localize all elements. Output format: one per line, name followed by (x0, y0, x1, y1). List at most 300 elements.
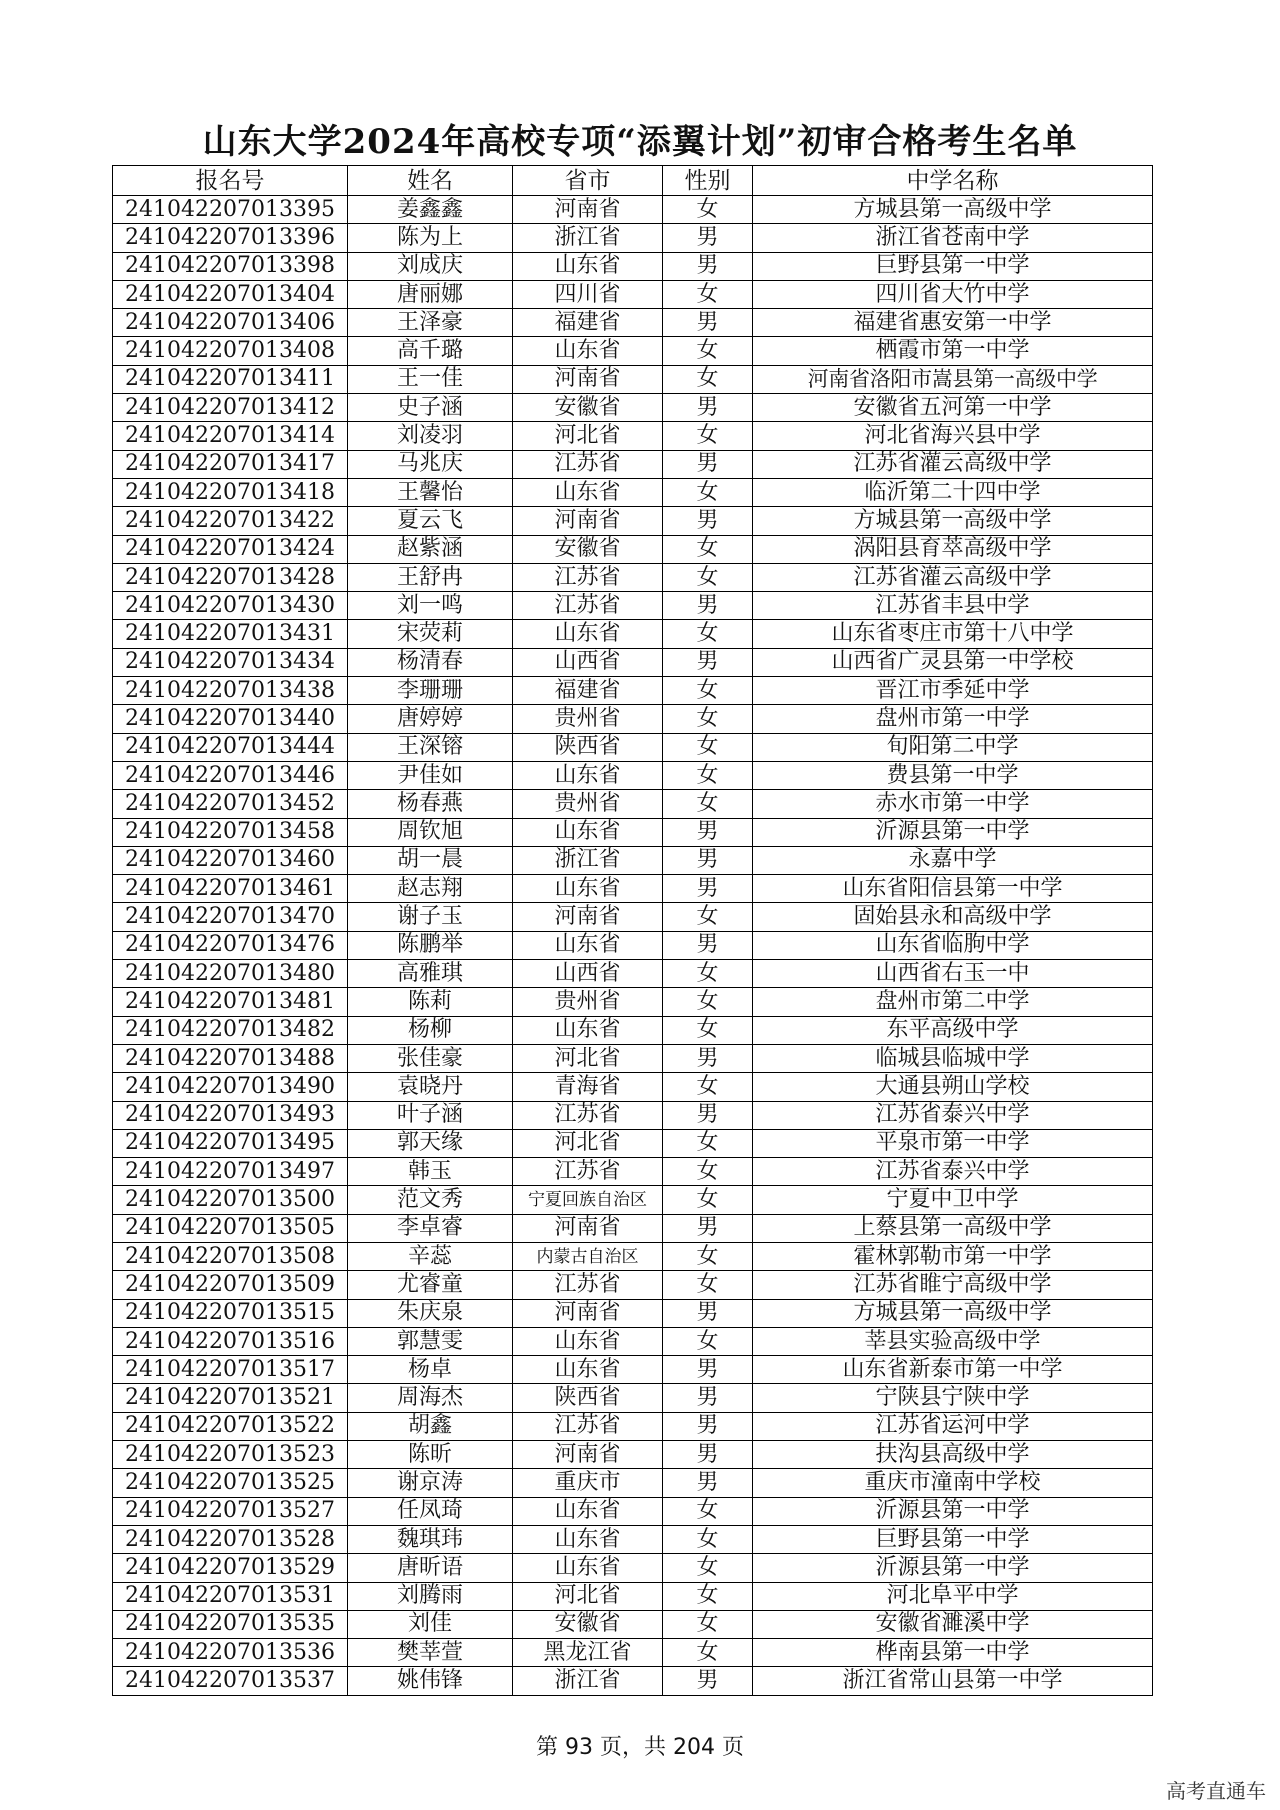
cell-school-name: 平泉市第一中学 (753, 1129, 1153, 1157)
cell-gender: 男 (663, 1412, 753, 1440)
cell-province: 河南省 (513, 1299, 663, 1327)
table-row (113, 450, 1153, 478)
table-row (113, 1016, 1153, 1044)
cell-school-name: 莘县实验高级中学 (753, 1327, 1153, 1355)
table-header-row (113, 166, 1153, 196)
cell-student-name: 朱庆泉 (348, 1299, 513, 1327)
cell-student-name: 高雅琪 (348, 960, 513, 988)
cell-province: 河南省 (513, 903, 663, 931)
cell-school-name: 山东省枣庄市第十八中学 (753, 620, 1153, 648)
cell-gender: 男 (663, 224, 753, 252)
cell-gender: 女 (663, 1158, 753, 1186)
column-header-registration-no: 报名号 (113, 166, 348, 196)
cell-province: 山东省 (513, 818, 663, 846)
cell-registration-no: 241042207013515 (113, 1299, 348, 1327)
cell-province: 青海省 (513, 1073, 663, 1101)
cell-gender: 男 (663, 1667, 753, 1695)
cell-student-name: 尤睿童 (348, 1271, 513, 1299)
cell-province: 江苏省 (513, 450, 663, 478)
table-row (113, 988, 1153, 1016)
cell-province: 河南省 (513, 1214, 663, 1242)
table-row (113, 960, 1153, 988)
cell-gender: 女 (663, 337, 753, 365)
table-row (113, 224, 1153, 252)
cell-registration-no: 241042207013516 (113, 1327, 348, 1355)
cell-gender: 女 (663, 1554, 753, 1582)
cell-student-name: 袁晓丹 (348, 1073, 513, 1101)
cell-province: 山东省 (513, 478, 663, 506)
cell-student-name: 叶子涵 (348, 1101, 513, 1129)
cell-student-name: 郭天缘 (348, 1129, 513, 1157)
table-row (113, 1299, 1153, 1327)
cell-school-name: 江苏省灌云高级中学 (753, 450, 1153, 478)
cell-registration-no: 241042207013418 (113, 478, 348, 506)
table-row (113, 1639, 1153, 1667)
cell-registration-no: 241042207013412 (113, 394, 348, 422)
cell-school-name: 巨野县第一中学 (753, 252, 1153, 280)
cell-gender: 女 (663, 761, 753, 789)
cell-school-name: 栖霞市第一中学 (753, 337, 1153, 365)
cell-province: 河南省 (513, 1441, 663, 1469)
cell-student-name: 王深镕 (348, 733, 513, 761)
table-row (113, 1441, 1153, 1469)
cell-province: 江苏省 (513, 1158, 663, 1186)
cell-student-name: 谢子玉 (348, 903, 513, 931)
cell-registration-no: 241042207013438 (113, 677, 348, 705)
cell-student-name: 王馨怡 (348, 478, 513, 506)
cell-school-name: 山东省临朐中学 (753, 931, 1153, 959)
cell-student-name: 宋荧莉 (348, 620, 513, 648)
candidate-table (112, 165, 1153, 1696)
cell-school-name: 河北省海兴县中学 (753, 422, 1153, 450)
cell-gender: 女 (663, 1610, 753, 1638)
cell-province: 浙江省 (513, 224, 663, 252)
cell-school-name: 沂源县第一中学 (753, 1554, 1153, 1582)
cell-gender: 女 (663, 196, 753, 224)
cell-student-name: 姚伟锋 (348, 1667, 513, 1695)
cell-gender: 女 (663, 620, 753, 648)
cell-province: 江苏省 (513, 1412, 663, 1440)
cell-school-name: 旬阳第二中学 (753, 733, 1153, 761)
cell-province: 山东省 (513, 337, 663, 365)
cell-province: 河北省 (513, 1044, 663, 1072)
cell-school-name: 方城县第一高级中学 (753, 1299, 1153, 1327)
cell-gender: 女 (663, 1582, 753, 1610)
cell-registration-no: 241042207013452 (113, 790, 348, 818)
cell-student-name: 高千璐 (348, 337, 513, 365)
cell-gender: 男 (663, 648, 753, 676)
table-row (113, 761, 1153, 789)
cell-gender: 女 (663, 563, 753, 591)
cell-registration-no: 241042207013424 (113, 535, 348, 563)
cell-gender: 女 (663, 280, 753, 308)
table-row (113, 1044, 1153, 1072)
cell-student-name: 夏云飞 (348, 507, 513, 535)
cell-school-name: 霍林郭勒市第一中学 (753, 1242, 1153, 1270)
table-row (113, 1327, 1153, 1355)
cell-registration-no: 241042207013528 (113, 1525, 348, 1553)
cell-registration-no: 241042207013508 (113, 1242, 348, 1270)
column-header-name: 姓名 (348, 166, 513, 196)
cell-gender: 女 (663, 903, 753, 931)
cell-school-name: 宁陕县宁陕中学 (753, 1384, 1153, 1412)
cell-student-name: 赵志翔 (348, 875, 513, 903)
cell-gender: 男 (663, 1101, 753, 1129)
cell-registration-no: 241042207013488 (113, 1044, 348, 1072)
cell-school-name: 巨野县第一中学 (753, 1525, 1153, 1553)
table-row (113, 1101, 1153, 1129)
cell-school-name: 方城县第一高级中学 (753, 196, 1153, 224)
watermark-text: 高考直通车 (1166, 1779, 1266, 1803)
cell-gender: 女 (663, 365, 753, 393)
cell-registration-no: 241042207013440 (113, 705, 348, 733)
cell-registration-no: 241042207013490 (113, 1073, 348, 1101)
cell-school-name: 盘州市第二中学 (753, 988, 1153, 1016)
cell-registration-no: 241042207013408 (113, 337, 348, 365)
cell-province: 贵州省 (513, 705, 663, 733)
cell-province: 江苏省 (513, 563, 663, 591)
cell-province: 山东省 (513, 1016, 663, 1044)
cell-student-name: 马兆庆 (348, 450, 513, 478)
cell-registration-no: 241042207013497 (113, 1158, 348, 1186)
cell-province: 河北省 (513, 1582, 663, 1610)
table-row (113, 1186, 1153, 1214)
cell-school-name: 江苏省泰兴中学 (753, 1101, 1153, 1129)
cell-gender: 女 (663, 988, 753, 1016)
column-header-gender: 性别 (663, 166, 753, 196)
cell-registration-no: 241042207013417 (113, 450, 348, 478)
cell-gender: 男 (663, 1214, 753, 1242)
cell-school-name: 山东省新泰市第一中学 (753, 1356, 1153, 1384)
table-row (113, 1271, 1153, 1299)
cell-gender: 男 (663, 1356, 753, 1384)
cell-school-name: 江苏省泰兴中学 (753, 1158, 1153, 1186)
cell-gender: 女 (663, 960, 753, 988)
cell-gender: 男 (663, 846, 753, 874)
cell-gender: 女 (663, 478, 753, 506)
cell-school-name: 江苏省运河中学 (753, 1412, 1153, 1440)
table-row (113, 1356, 1153, 1384)
cell-student-name: 刘佳 (348, 1610, 513, 1638)
table-row (113, 1525, 1153, 1553)
cell-student-name: 郭慧雯 (348, 1327, 513, 1355)
cell-registration-no: 241042207013505 (113, 1214, 348, 1242)
cell-gender: 女 (663, 535, 753, 563)
cell-gender: 女 (663, 705, 753, 733)
table-row (113, 1497, 1153, 1525)
cell-province: 浙江省 (513, 846, 663, 874)
cell-province: 安徽省 (513, 394, 663, 422)
cell-school-name: 方城县第一高级中学 (753, 507, 1153, 535)
cell-student-name: 唐丽娜 (348, 280, 513, 308)
cell-student-name: 李卓睿 (348, 1214, 513, 1242)
cell-school-name: 永嘉中学 (753, 846, 1153, 874)
table-row (113, 563, 1153, 591)
cell-school-name: 涡阳县育萃高级中学 (753, 535, 1153, 563)
cell-gender: 女 (663, 1327, 753, 1355)
table-row (113, 1214, 1153, 1242)
cell-student-name: 魏琪玮 (348, 1525, 513, 1553)
table-row (113, 422, 1153, 450)
cell-province: 安徽省 (513, 1610, 663, 1638)
cell-province: 山东省 (513, 1327, 663, 1355)
cell-student-name: 胡一晨 (348, 846, 513, 874)
cell-school-name: 重庆市潼南中学校 (753, 1469, 1153, 1497)
table-row (113, 1554, 1153, 1582)
cell-province: 江苏省 (513, 1271, 663, 1299)
cell-gender: 男 (663, 592, 753, 620)
cell-province: 河北省 (513, 1129, 663, 1157)
cell-student-name: 李珊珊 (348, 677, 513, 705)
table-row (113, 196, 1153, 224)
cell-student-name: 辛蕊 (348, 1242, 513, 1270)
cell-registration-no: 241042207013523 (113, 1441, 348, 1469)
cell-province: 安徽省 (513, 535, 663, 563)
table-row (113, 733, 1153, 761)
cell-registration-no: 241042207013500 (113, 1186, 348, 1214)
table-row (113, 1412, 1153, 1440)
table-row (113, 620, 1153, 648)
cell-province: 河南省 (513, 507, 663, 535)
cell-registration-no: 241042207013535 (113, 1610, 348, 1638)
cell-registration-no: 241042207013414 (113, 422, 348, 450)
cell-province: 四川省 (513, 280, 663, 308)
cell-registration-no: 241042207013481 (113, 988, 348, 1016)
cell-province: 福建省 (513, 309, 663, 337)
table-row (113, 1129, 1153, 1157)
cell-student-name: 姜鑫鑫 (348, 196, 513, 224)
cell-school-name: 山东省阳信县第一中学 (753, 875, 1153, 903)
cell-province: 贵州省 (513, 988, 663, 1016)
table-row (113, 1610, 1153, 1638)
cell-student-name: 杨柳 (348, 1016, 513, 1044)
cell-school-name: 沂源县第一中学 (753, 1497, 1153, 1525)
cell-gender: 男 (663, 818, 753, 846)
cell-registration-no: 241042207013430 (113, 592, 348, 620)
cell-registration-no: 241042207013529 (113, 1554, 348, 1582)
cell-registration-no: 241042207013422 (113, 507, 348, 535)
cell-province: 山东省 (513, 252, 663, 280)
cell-student-name: 谢京涛 (348, 1469, 513, 1497)
cell-school-name: 固始县永和高级中学 (753, 903, 1153, 931)
cell-student-name: 王一佳 (348, 365, 513, 393)
cell-registration-no: 241042207013404 (113, 280, 348, 308)
cell-student-name: 胡鑫 (348, 1412, 513, 1440)
cell-registration-no: 241042207013446 (113, 761, 348, 789)
cell-school-name: 宁夏中卫中学 (753, 1186, 1153, 1214)
cell-registration-no: 241042207013431 (113, 620, 348, 648)
cell-school-name: 沂源县第一中学 (753, 818, 1153, 846)
cell-registration-no: 241042207013406 (113, 309, 348, 337)
column-header-province: 省市 (513, 166, 663, 196)
cell-school-name: 山西省广灵县第一中学校 (753, 648, 1153, 676)
table-row (113, 252, 1153, 280)
cell-gender: 女 (663, 1525, 753, 1553)
table-row (113, 280, 1153, 308)
cell-gender: 男 (663, 309, 753, 337)
cell-registration-no: 241042207013458 (113, 818, 348, 846)
cell-registration-no: 241042207013537 (113, 1667, 348, 1695)
cell-school-name: 浙江省苍南中学 (753, 224, 1153, 252)
cell-registration-no: 241042207013531 (113, 1582, 348, 1610)
table-row (113, 846, 1153, 874)
table-row (113, 790, 1153, 818)
table-row (113, 818, 1153, 846)
cell-province: 河北省 (513, 422, 663, 450)
cell-student-name: 周海杰 (348, 1384, 513, 1412)
cell-student-name: 杨卓 (348, 1356, 513, 1384)
cell-student-name: 唐婷婷 (348, 705, 513, 733)
cell-gender: 女 (663, 1271, 753, 1299)
cell-student-name: 刘一鸣 (348, 592, 513, 620)
cell-province: 陕西省 (513, 733, 663, 761)
cell-gender: 男 (663, 394, 753, 422)
cell-province: 宁夏回族自治区 (513, 1186, 663, 1214)
cell-registration-no: 241042207013480 (113, 960, 348, 988)
cell-province: 山东省 (513, 761, 663, 789)
cell-student-name: 陈为上 (348, 224, 513, 252)
table-row (113, 875, 1153, 903)
cell-registration-no: 241042207013482 (113, 1016, 348, 1044)
cell-school-name: 大通县朔山学校 (753, 1073, 1153, 1101)
cell-student-name: 陈昕 (348, 1441, 513, 1469)
cell-gender: 女 (663, 422, 753, 450)
cell-gender: 男 (663, 931, 753, 959)
cell-school-name: 安徽省濉溪中学 (753, 1610, 1153, 1638)
cell-student-name: 范文秀 (348, 1186, 513, 1214)
cell-student-name: 杨春燕 (348, 790, 513, 818)
cell-school-name: 临城县临城中学 (753, 1044, 1153, 1072)
cell-gender: 女 (663, 733, 753, 761)
cell-province: 河南省 (513, 196, 663, 224)
cell-student-name: 周钦旭 (348, 818, 513, 846)
cell-province: 黑龙江省 (513, 1639, 663, 1667)
cell-student-name: 尹佳如 (348, 761, 513, 789)
cell-school-name: 福建省惠安第一中学 (753, 309, 1153, 337)
cell-gender: 女 (663, 1497, 753, 1525)
cell-student-name: 王舒冉 (348, 563, 513, 591)
cell-gender: 女 (663, 1186, 753, 1214)
cell-registration-no: 241042207013395 (113, 196, 348, 224)
cell-registration-no: 241042207013521 (113, 1384, 348, 1412)
cell-school-name: 浙江省常山县第一中学 (753, 1667, 1153, 1695)
cell-province: 内蒙古自治区 (513, 1242, 663, 1270)
cell-province: 陕西省 (513, 1384, 663, 1412)
table-row (113, 1242, 1153, 1270)
column-header-school: 中学名称 (753, 166, 1153, 196)
cell-gender: 女 (663, 1242, 753, 1270)
cell-registration-no: 241042207013396 (113, 224, 348, 252)
table-row (113, 705, 1153, 733)
cell-school-name: 江苏省灌云高级中学 (753, 563, 1153, 591)
cell-student-name: 史子涵 (348, 394, 513, 422)
cell-province: 山东省 (513, 1554, 663, 1582)
cell-registration-no: 241042207013476 (113, 931, 348, 959)
cell-student-name: 张佳豪 (348, 1044, 513, 1072)
cell-gender: 男 (663, 875, 753, 903)
cell-province: 江苏省 (513, 592, 663, 620)
cell-school-name: 四川省大竹中学 (753, 280, 1153, 308)
cell-registration-no: 241042207013495 (113, 1129, 348, 1157)
cell-gender: 男 (663, 507, 753, 535)
cell-gender: 男 (663, 1469, 753, 1497)
cell-registration-no: 241042207013460 (113, 846, 348, 874)
cell-student-name: 唐昕语 (348, 1554, 513, 1582)
cell-province: 山东省 (513, 1356, 663, 1384)
cell-gender: 女 (663, 790, 753, 818)
cell-student-name: 樊莘萱 (348, 1639, 513, 1667)
table-row (113, 1667, 1153, 1695)
cell-gender: 女 (663, 1073, 753, 1101)
cell-student-name: 韩玉 (348, 1158, 513, 1186)
cell-registration-no: 241042207013527 (113, 1497, 348, 1525)
table-row (113, 1158, 1153, 1186)
cell-registration-no: 241042207013517 (113, 1356, 348, 1384)
cell-student-name: 刘凌羽 (348, 422, 513, 450)
table-row (113, 507, 1153, 535)
cell-province: 山东省 (513, 875, 663, 903)
cell-student-name: 陈鹏举 (348, 931, 513, 959)
table-row (113, 1073, 1153, 1101)
cell-province: 山西省 (513, 648, 663, 676)
table-row (113, 478, 1153, 506)
cell-student-name: 王泽豪 (348, 309, 513, 337)
cell-province: 贵州省 (513, 790, 663, 818)
cell-school-name: 东平高级中学 (753, 1016, 1153, 1044)
cell-school-name: 江苏省丰县中学 (753, 592, 1153, 620)
page-title: 山东大学2024年高校专项“添翼计划”初审合格考生名单 (202, 122, 1078, 162)
cell-province: 山东省 (513, 620, 663, 648)
table-row (113, 337, 1153, 365)
cell-registration-no: 241042207013470 (113, 903, 348, 931)
cell-province: 江苏省 (513, 1101, 663, 1129)
cell-gender: 女 (663, 1639, 753, 1667)
cell-student-name: 杨清春 (348, 648, 513, 676)
cell-registration-no: 241042207013428 (113, 563, 348, 591)
cell-gender: 男 (663, 1044, 753, 1072)
cell-school-name: 上蔡县第一高级中学 (753, 1214, 1153, 1242)
cell-registration-no: 241042207013525 (113, 1469, 348, 1497)
cell-province: 山西省 (513, 960, 663, 988)
table-row (113, 648, 1153, 676)
cell-registration-no: 241042207013493 (113, 1101, 348, 1129)
table-row (113, 1469, 1153, 1497)
cell-province: 山东省 (513, 931, 663, 959)
cell-registration-no: 241042207013509 (113, 1271, 348, 1299)
table-row (113, 931, 1153, 959)
table-row (113, 903, 1153, 931)
cell-school-name: 扶沟县高级中学 (753, 1441, 1153, 1469)
table-body (113, 196, 1153, 1696)
table-row (113, 1384, 1153, 1412)
cell-school-name: 晋江市季延中学 (753, 677, 1153, 705)
table-row (113, 592, 1153, 620)
cell-school-name: 费县第一中学 (753, 761, 1153, 789)
cell-registration-no: 241042207013522 (113, 1412, 348, 1440)
cell-registration-no: 241042207013398 (113, 252, 348, 280)
cell-student-name: 刘腾雨 (348, 1582, 513, 1610)
cell-registration-no: 241042207013411 (113, 365, 348, 393)
cell-gender: 男 (663, 450, 753, 478)
table-row (113, 677, 1153, 705)
table-row (113, 394, 1153, 422)
cell-school-name: 盘州市第一中学 (753, 705, 1153, 733)
cell-registration-no: 241042207013461 (113, 875, 348, 903)
cell-gender: 女 (663, 1129, 753, 1157)
table-row (113, 535, 1153, 563)
cell-gender: 男 (663, 1384, 753, 1412)
cell-province: 山东省 (513, 1525, 663, 1553)
